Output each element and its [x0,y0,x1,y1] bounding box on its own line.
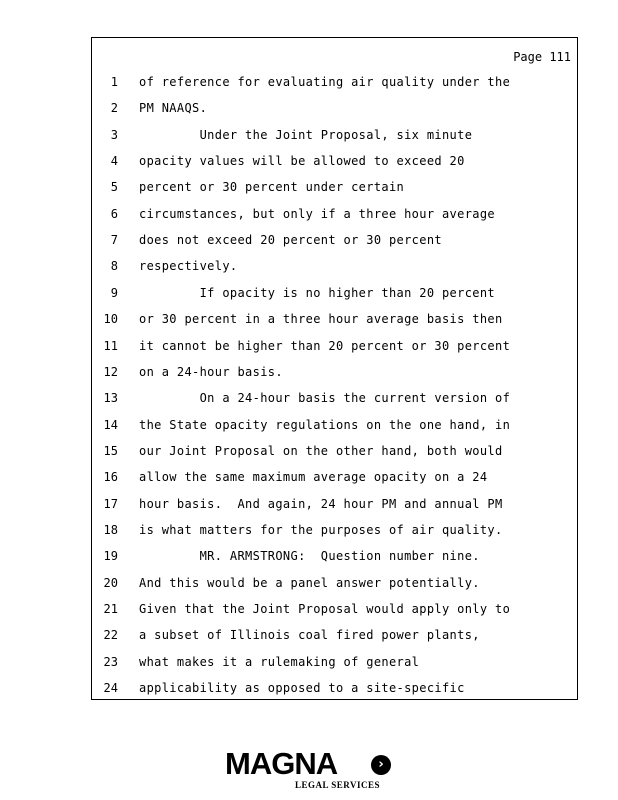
line-number: 24 [103,681,118,696]
transcript-line [92,74,577,94]
transcript-line [92,179,577,199]
line-text: On a 24-hour basis the current version of [139,391,511,406]
transcript-line [92,417,577,437]
line-text: PM NAAQS. [139,101,208,116]
line-number: 11 [103,338,118,353]
line-number: 21 [103,602,118,616]
transcript-line [92,443,577,463]
line-number: 7 [110,233,118,248]
line-text: of reference for evaluating air quality under the [139,75,511,89]
transcript-line [92,390,577,410]
transcript-line [92,127,577,147]
line-number: 12 [103,364,118,379]
transcript-line [92,338,577,358]
line-text: a subset of Illinois coal fired power plants, [139,628,480,643]
line-text: Under the Joint Proposal, six minute [139,127,473,142]
line-number: 19 [103,549,118,564]
line-text: MR. ARMSTRONG: Question number nine. [139,549,480,564]
line-number: 16 [103,470,118,485]
line-number: 2 [110,101,118,116]
transcript-line [92,575,577,595]
line-number: 13 [103,391,118,406]
transcript-line [92,258,577,278]
transcript-line [92,654,577,674]
line-number: 5 [110,180,118,195]
line-number: 10 [103,312,118,327]
magna-logo [225,746,395,794]
line-number: 1 [110,75,118,89]
transcript-line [92,100,577,120]
line-number: 15 [103,443,118,458]
chevron-right-icon: › [371,755,391,775]
transcript-page [91,37,578,700]
line-number: 22 [103,628,118,643]
line-number: 4 [110,154,118,169]
logo-wordmark: MAGNA [225,746,338,781]
line-number: 9 [110,285,118,300]
transcript-line [92,601,577,621]
line-text: what makes it a rulemaking of general [139,654,420,669]
line-number: 17 [103,496,118,511]
transcript-line [92,680,577,700]
line-text: Given that the Joint Proposal would apply only to [139,602,511,616]
transcript-line [92,522,577,542]
transcript-line [92,364,577,384]
transcript-line [92,627,577,647]
line-text: If opacity is no higher than 20 percent [139,285,496,300]
transcript-line [92,232,577,252]
line-text: on a 24-hour basis. [139,364,283,379]
line-text: applicability as opposed to a site-specific [139,681,465,696]
line-number: 14 [103,417,118,432]
line-text: opacity values will be allowed to exceed 20 [139,154,465,169]
line-number: 18 [103,522,118,537]
transcript-line [92,496,577,516]
line-text: allow the same maximum average opacity on a 24 [139,470,488,485]
line-text: circumstances, but only if a three hour average [139,206,496,221]
transcript-line [92,206,577,226]
transcript-line [92,285,577,305]
line-text: does not exceed 20 percent or 30 percent [139,233,442,248]
line-text: our Joint Proposal on the other hand, both would [139,443,503,458]
transcript-line [92,469,577,489]
line-number: 8 [110,259,118,274]
line-text: hour basis. And again, 24 hour PM and annual PM [139,496,503,511]
line-number: 23 [103,654,118,669]
line-number: 6 [110,206,118,221]
line-text: respectively. [139,259,238,274]
line-text: the State opacity regulations on the one hand, in [139,417,511,432]
line-text: it cannot be higher than 20 percent or 30 percent [139,338,511,353]
line-text: percent or 30 percent under certain [139,180,405,195]
line-number: 20 [103,575,118,590]
line-text: And this would be a panel answer potentially. [139,575,480,590]
logo-subtitle: LEGAL SERVICES [295,780,380,790]
line-number: 3 [110,127,118,142]
line-text: is what matters for the purposes of air quality. [139,522,503,537]
line-text: or 30 percent in a three hour average basis then [139,312,503,327]
page-number: Page 111 [513,50,571,64]
transcript-line [92,548,577,568]
transcript-line [92,153,577,173]
transcript-line [92,311,577,331]
